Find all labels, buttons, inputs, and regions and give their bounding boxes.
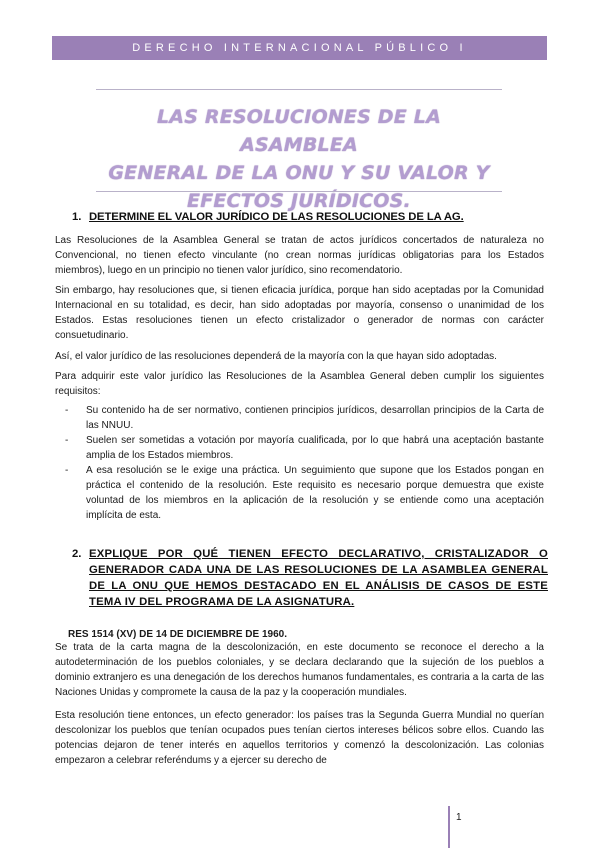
- title-line-3: EFECTOS JURÍDICOS.: [187, 190, 411, 212]
- list-item: [55, 433, 544, 463]
- course-title: DERECHO INTERNACIONAL PÚBLICO I: [132, 42, 467, 54]
- title-top-rule: [96, 89, 502, 90]
- course-header-band: [52, 36, 547, 60]
- section-1-heading-text: DETERMINE EL VALOR JURÍDICO DE LAS RESOLUCIONES DE LA AG.: [89, 211, 464, 223]
- requirement-text: Su contenido ha de ser normativo, contienen principios jurídicos, desarrollan principios de la Carta de las NNUU.: [86, 405, 544, 431]
- page-number-rule: [448, 806, 450, 848]
- section-1-paragraph-4: Para adquirir este valor jurídico las Resoluciones de la Asamblea General deben cumplir los siguientes requisitos:: [55, 371, 544, 397]
- section-2-paragraph-1: Se trata de la carta magna de la descolonización, en este documento se reconoce el derecho a la autodeterminación de los pueblos coloniales, y se declara declarando que la sujeción de los pueblos a dominio extranjero es una denegación de los derechos humanos fundamentales, es contraria a la carta de las Naciones Unidas y compromete la causa de la paz y la cooperación mundiales.: [55, 642, 544, 698]
- section-2-paragraph-2: Esta resolución tiene entonces, un efecto generador: los países tras la Segunda Guerra Mundial no querían descolonizar los pueblos que tenían ocupados pues tenían ciertos intereses bélicos sobre ellos. Cuando las potencias dejaron de tener interés en aquellos territorios y comenzó la descolonización. Las colonias empezaron a celebrar referéndums y a ejercer su derecho de: [55, 710, 544, 766]
- resolution-title: RES 1514 (XV) DE 14 DE DICIEMBRE DE 1960.: [68, 629, 287, 640]
- title-line-2: GENERAL DE LA ONU Y SU VALOR Y: [108, 162, 490, 184]
- document-title: [96, 103, 502, 215]
- requirements-list: [55, 403, 544, 523]
- title-line-1: LAS RESOLUCIONES DE LA ASAMBLEA: [157, 106, 441, 156]
- section-1-paragraph-3: Así, el valor jurídico de las resoluciones dependerá de la mayoría con la que hayan sido adoptadas.: [55, 351, 497, 362]
- section-1-paragraph-1: Las Resoluciones de la Asamblea General se tratan de actos jurídicos concertados de naturaleza no Convencional, no tienen efecto vinculante (no crean normas jurídicas obligatorias para los Estados miembros), luego en un principio no tienen valor jurídico, sino recomendatorio.: [55, 235, 544, 276]
- section-2-heading-text: EXPLIQUE POR QUÉ TIENEN EFECTO DECLARATIVO, CRISTALIZADOR O GENERADOR CADA UNA DE LAS RESOLUCIONES DE LA ASAMBLEA GENERAL DE LA ONU QUE HEMOS DESTACADO EN EL ANÁLISIS DE CASOS DE ESTE TEMA IV DEL PROGRAMA DE LA ASIGNATURA.: [89, 548, 548, 608]
- list-item: [55, 403, 544, 433]
- list-item: [55, 463, 544, 523]
- section-1-number: 1.: [72, 211, 82, 223]
- bullet-dash: -: [65, 465, 69, 476]
- bullet-dash: -: [65, 435, 69, 446]
- bullet-dash: -: [65, 405, 69, 416]
- title-bottom-rule: [96, 191, 502, 192]
- requirement-text: Suelen ser sometidas a votación por mayoría cualificada, por lo que habrá una aceptación bastante amplia de los Estados miembros.: [86, 435, 544, 461]
- section-1-heading: [72, 209, 512, 225]
- requirement-text: A esa resolución se le exige una práctica. Un seguimiento que supone que los Estados pongan en práctica el contenido de la resolución. Este requisito es necesario porque demuestra que existe voluntad de los miembros en la aplicación de la resolución y se entiende como una aceptación implícita de esta.: [86, 465, 544, 521]
- section-1-paragraph-2: Sin embargo, hay resoluciones que, si tienen eficacia jurídica, porque han sido aceptadas por la Comunidad Internacional en su totalidad, es decir, han sido adoptadas por mayoría, consenso o unanimidad de los Estados. Estas resoluciones tienen un efecto cristalizador o generador de normas con carácter consuetudinario.: [55, 285, 544, 341]
- section-2-number: 2.: [72, 548, 82, 560]
- page-number: 1: [456, 812, 462, 823]
- section-2-heading: [72, 546, 548, 610]
